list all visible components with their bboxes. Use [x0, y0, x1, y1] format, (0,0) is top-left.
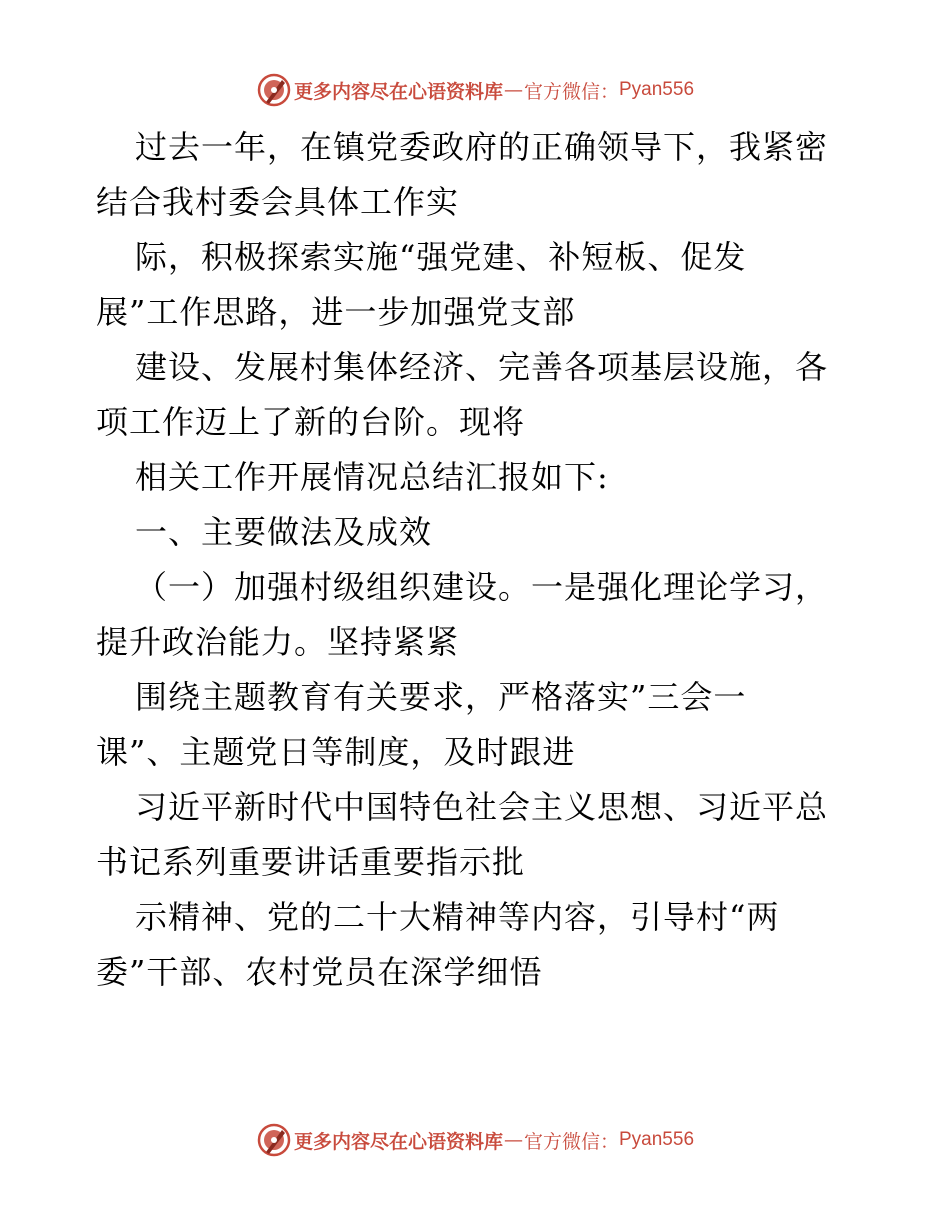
body-text-line: 一、主要做法及成效	[135, 513, 433, 551]
footer-watermark	[0, 1120, 950, 1160]
header-watermark	[0, 70, 950, 110]
body-text-line: 习近平新时代中国特色社会主义思想、习近平总	[135, 788, 829, 826]
watermark-label: 官方微信：	[523, 1130, 619, 1153]
body-text-line: （一）加强村级组织建设。一是强化理论学习，	[135, 568, 829, 606]
body-text-line: 结合我村委会具体工作实	[96, 183, 460, 221]
watermark-wechat-id: Pyan556	[619, 79, 695, 100]
body-text-line: 示精神、党的二十大精神等内容，引导村“两	[135, 898, 780, 936]
pen-nib-logo-icon	[256, 72, 292, 108]
body-text-line: 展”工作思路，进一步加强党支部	[96, 293, 576, 331]
body-text-line: 建设、发展村集体经济、完善各项基层设施，各	[135, 348, 829, 386]
pen-nib-logo-icon	[256, 1122, 292, 1158]
body-text-line: 提升政治能力。坚持紧紧	[96, 623, 460, 661]
body-text-line: 课”、主题党日等制度，及时跟进	[96, 733, 576, 771]
watermark-wechat-id: Pyan556	[619, 1129, 695, 1150]
watermark-label: 官方微信：	[523, 80, 619, 103]
body-text-line: 围绕主题教育有关要求，严格落实”三会一	[135, 678, 747, 716]
body-text-line: 项工作迈上了新的台阶。现将	[96, 403, 526, 441]
body-text-line: 际，积极探索实施“强党建、补短板、促发	[135, 238, 747, 276]
watermark-brand: 更多内容尽在心语资料库	[293, 80, 503, 103]
watermark-dash: —	[503, 1129, 523, 1151]
watermark-brand: 更多内容尽在心语资料库	[293, 1130, 503, 1153]
document-body	[96, 120, 866, 1000]
body-text-line: 相关工作开展情况总结汇报如下:	[135, 458, 609, 496]
body-text-line: 过去一年，在镇党委政府的正确领导下，我紧密	[135, 128, 829, 166]
watermark-dash: —	[503, 79, 523, 101]
body-text-line: 书记系列重要讲话重要指示批	[96, 843, 526, 881]
body-text-line: 委”干部、农村党员在深学细悟	[96, 953, 543, 991]
